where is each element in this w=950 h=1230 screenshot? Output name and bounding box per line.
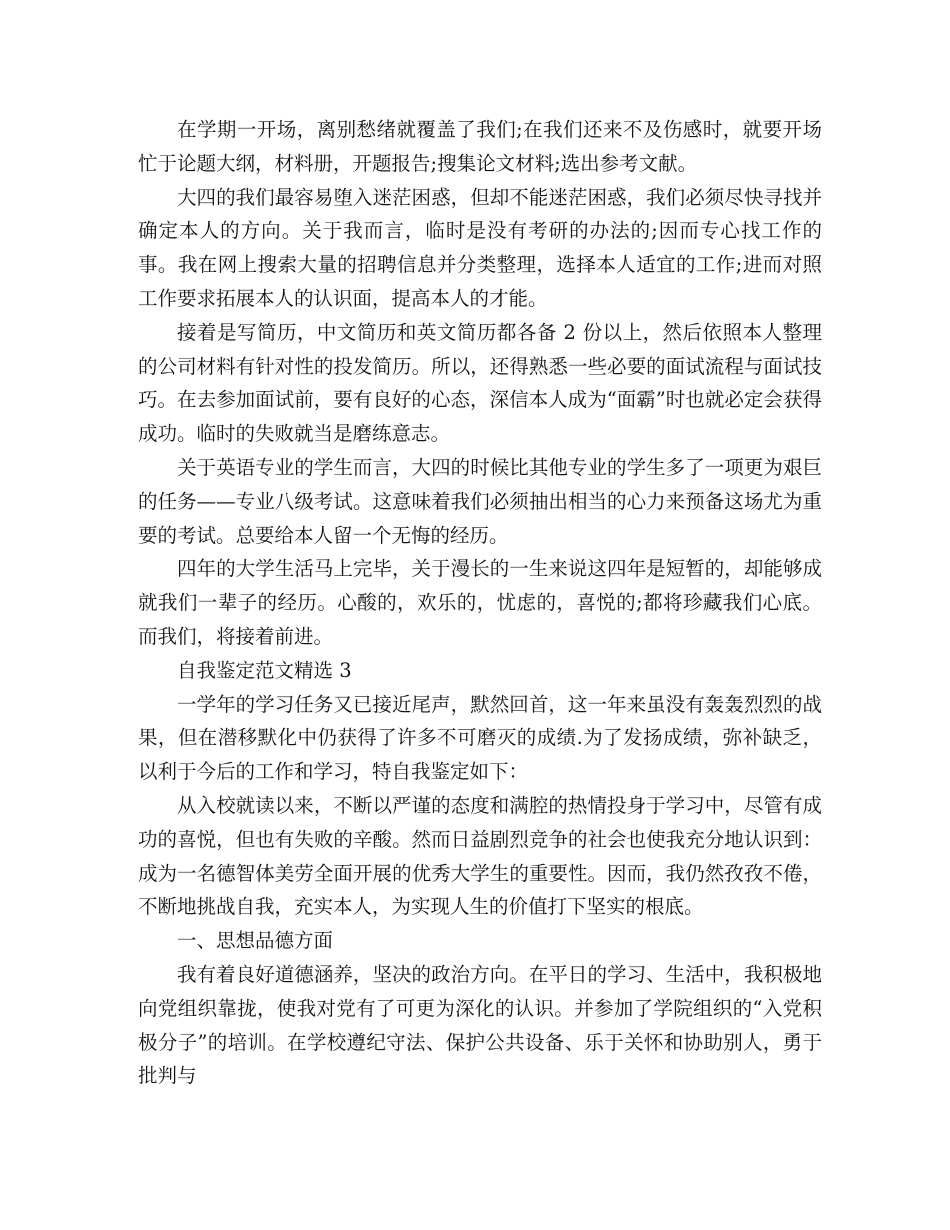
paragraph-4: 关于英语专业的学生而言，大四的时候比其他专业的学生多了一项更为艰巨的任务——专业八级考试。这意味着我们必须抽出相当的心力来预备这场尤为重要的考试。总要给本人留一个无悔的经历。 xyxy=(138,455,822,547)
paragraph-8: 我有着良好道德涵养，坚决的政治方向。在平日的学习、生活中，我积极地向党组织靠拢，使我对党有了可更为深化的认识。并参加了学院组织的“入党积极分子”的培训。在学校遵纪守法、保护公共设备、乐于关怀和协助别人，勇于批判与 xyxy=(138,962,822,1088)
paragraph-2: 大四的我们最容易堕入迷茫困惑，但却不能迷茫困惑，我们必须尽快寻找并确定本人的方向。关于我而言，临时是没有考研的办法的;因而专心找工作的事。我在网上搜索大量的招聘信息并分类整理，选择本人适宜的工作;进而对照工作要求拓展本人的认识面，提高本人的才能。 xyxy=(138,185,822,310)
section-title: 自我鉴定范文精选 3 xyxy=(177,658,352,682)
paragraph-1: 在学期一开场，离别愁绪就覆盖了我们;在我们还来不及伤感时，就要开场忙于论题大纲，材料册，开题报告;搜集论文材料;选出参考文献。 xyxy=(138,118,822,175)
document-body xyxy=(138,113,822,1093)
paragraph-5: 四年的大学生活马上完毕，关于漫长的一生来说这四年是短暂的，却能够成就我们一辈子的经历。心酸的，欢乐的，忧虑的，喜悦的;都将珍藏我们心底。而我们，将接着前进。 xyxy=(138,557,822,648)
subsection-title: 一、思想品德方面 xyxy=(177,929,334,953)
paragraph-3: 接着是写简历，中文简历和英文简历都各备 2 份以上，然后依照本人整理的公司材料有针对性的投发简历。所以，还得熟悉一些必要的面试流程与面试技巧。在去参加面试前，要有良好的心态，深信本人成为“面霸”时也就必定会获得成功。临时的失败就当是磨练意志。 xyxy=(138,320,822,446)
paragraph-7: 从入校就读以来，不断以严谨的态度和满腔的热情投身于学习中，尽管有成功的喜悦，但也有失败的辛酸。然而日益剧烈竞争的社会也使我充分地认识到：成为一名德智体美劳全面开展的优秀大学生的重要性。因而，我仍然孜孜不倦，不断地挑战自我，充实本人，为实现人生的价值打下坚实的根底。 xyxy=(138,793,822,919)
paragraph-6: 一学年的学习任务又已接近尾声，默然回首，这一年来虽没有轰轰烈烈的战果，但在潜移默化中仍获得了许多不可磨灭的成绩.为了发扬成绩，弥补缺乏，以利于今后的工作和学习，特自我鉴定如下： xyxy=(138,692,822,784)
